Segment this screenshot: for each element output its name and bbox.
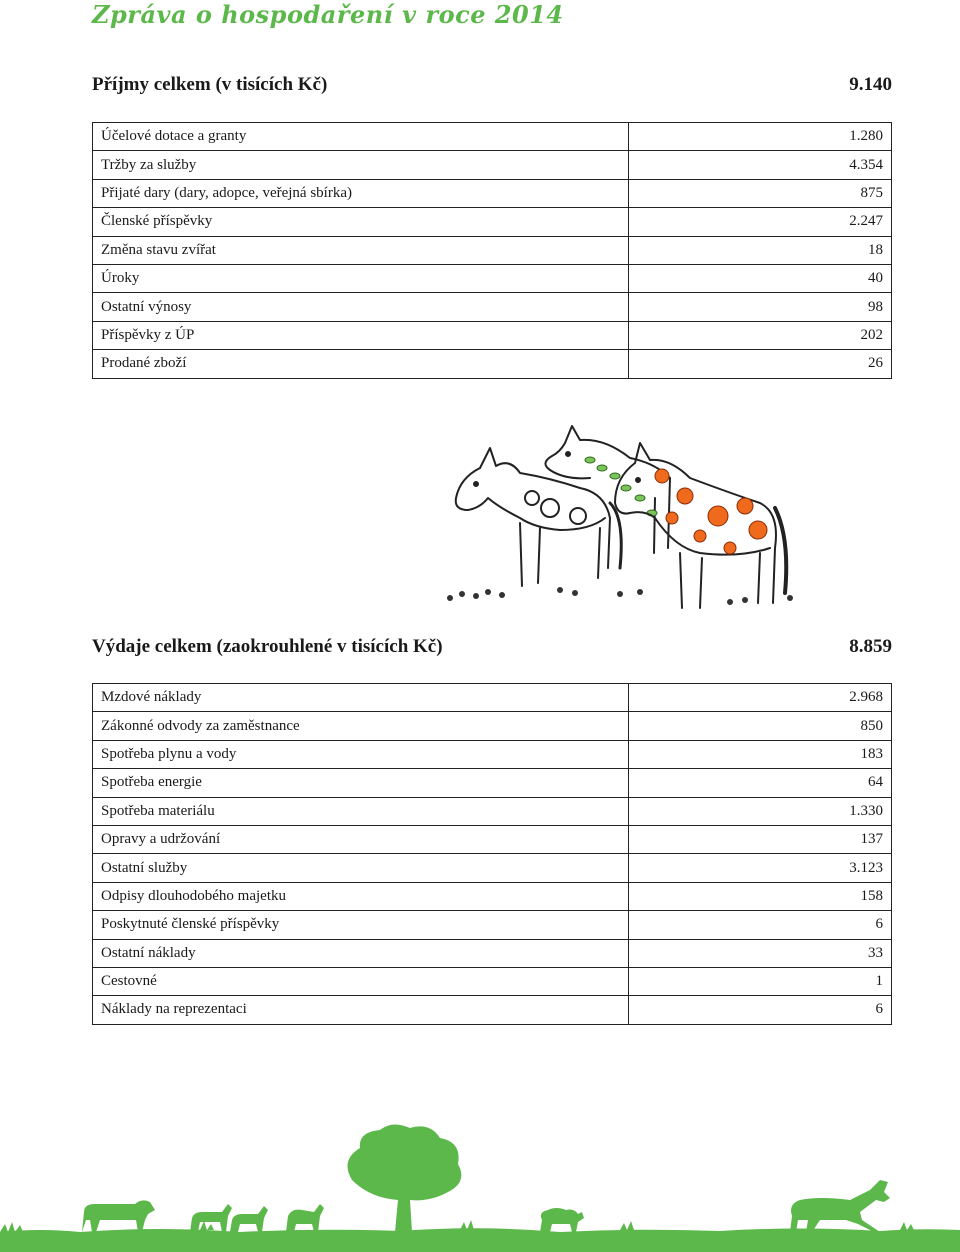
row-label: Ostatní výnosy xyxy=(93,293,629,321)
row-label: Mzdové náklady xyxy=(93,684,629,712)
row-value: 1.330 xyxy=(629,797,892,825)
row-value: 18 xyxy=(629,236,892,264)
table-row xyxy=(93,882,892,910)
row-value: 2.968 xyxy=(629,684,892,712)
row-value: 4.354 xyxy=(629,151,892,179)
expenses-total: 8.859 xyxy=(849,636,892,657)
table-row xyxy=(93,854,892,882)
income-total: 9.140 xyxy=(849,74,892,95)
row-label: Přijaté dary (dary, adopce, veřejná sbírka) xyxy=(93,179,629,207)
table-row xyxy=(93,825,892,853)
expenses-heading xyxy=(92,636,892,658)
table-row xyxy=(93,321,892,349)
row-label: Poskytnuté členské příspěvky xyxy=(93,911,629,939)
row-label: Příspěvky z ÚP xyxy=(93,321,629,349)
income-heading-label: Příjmy celkem (v tisících Kč) xyxy=(92,74,328,95)
row-value: 64 xyxy=(629,769,892,797)
table-row xyxy=(93,151,892,179)
income-heading xyxy=(92,74,892,96)
table-row xyxy=(93,684,892,712)
row-label: Ostatní služby xyxy=(93,854,629,882)
table-row xyxy=(93,712,892,740)
table-row xyxy=(93,264,892,292)
row-label: Opravy a udržování xyxy=(93,825,629,853)
table-row xyxy=(93,797,892,825)
row-value: 6 xyxy=(629,911,892,939)
row-value: 6 xyxy=(629,996,892,1024)
row-label: Změna stavu zvířat xyxy=(93,236,629,264)
table-row xyxy=(93,996,892,1024)
table-row xyxy=(93,179,892,207)
expenses-table xyxy=(92,683,892,1025)
table-row xyxy=(93,236,892,264)
row-label: Úroky xyxy=(93,264,629,292)
row-label: Odpisy dlouhodobého majetku xyxy=(93,882,629,910)
row-label: Členské příspěvky xyxy=(93,208,629,236)
row-value: 158 xyxy=(629,882,892,910)
row-value: 33 xyxy=(629,939,892,967)
row-label: Spotřeba materiálu xyxy=(93,797,629,825)
row-label: Účelové dotace a granty xyxy=(93,123,629,151)
row-value: 875 xyxy=(629,179,892,207)
income-table xyxy=(92,122,892,379)
table-row xyxy=(93,208,892,236)
table-row xyxy=(93,123,892,151)
row-value: 137 xyxy=(629,825,892,853)
row-label: Ostatní náklady xyxy=(93,939,629,967)
horses-illustration-icon xyxy=(440,418,810,610)
table-row xyxy=(93,769,892,797)
page-title: Zpráva o hospodaření v roce 2014 xyxy=(92,0,564,29)
row-label: Tržby za služby xyxy=(93,151,629,179)
row-label: Zákonné odvody za zaměstnance xyxy=(93,712,629,740)
row-value: 3.123 xyxy=(629,854,892,882)
row-value: 183 xyxy=(629,740,892,768)
row-label: Spotřeba plynu a vody xyxy=(93,740,629,768)
row-value: 202 xyxy=(629,321,892,349)
farm-silhouette-icon xyxy=(0,1120,960,1252)
expenses-heading-label: Výdaje celkem (zaokrouhlené v tisících Kč) xyxy=(92,636,443,657)
row-label: Prodané zboží xyxy=(93,350,629,378)
row-value: 850 xyxy=(629,712,892,740)
row-label: Spotřeba energie xyxy=(93,769,629,797)
row-value: 40 xyxy=(629,264,892,292)
row-value: 1 xyxy=(629,967,892,995)
row-value: 1.280 xyxy=(629,123,892,151)
table-row xyxy=(93,350,892,378)
table-row xyxy=(93,740,892,768)
table-row xyxy=(93,967,892,995)
table-row xyxy=(93,911,892,939)
row-value: 2.247 xyxy=(629,208,892,236)
row-value: 26 xyxy=(629,350,892,378)
row-label: Cestovné xyxy=(93,967,629,995)
table-row xyxy=(93,939,892,967)
row-value: 98 xyxy=(629,293,892,321)
row-label: Náklady na reprezentaci xyxy=(93,996,629,1024)
table-row xyxy=(93,293,892,321)
